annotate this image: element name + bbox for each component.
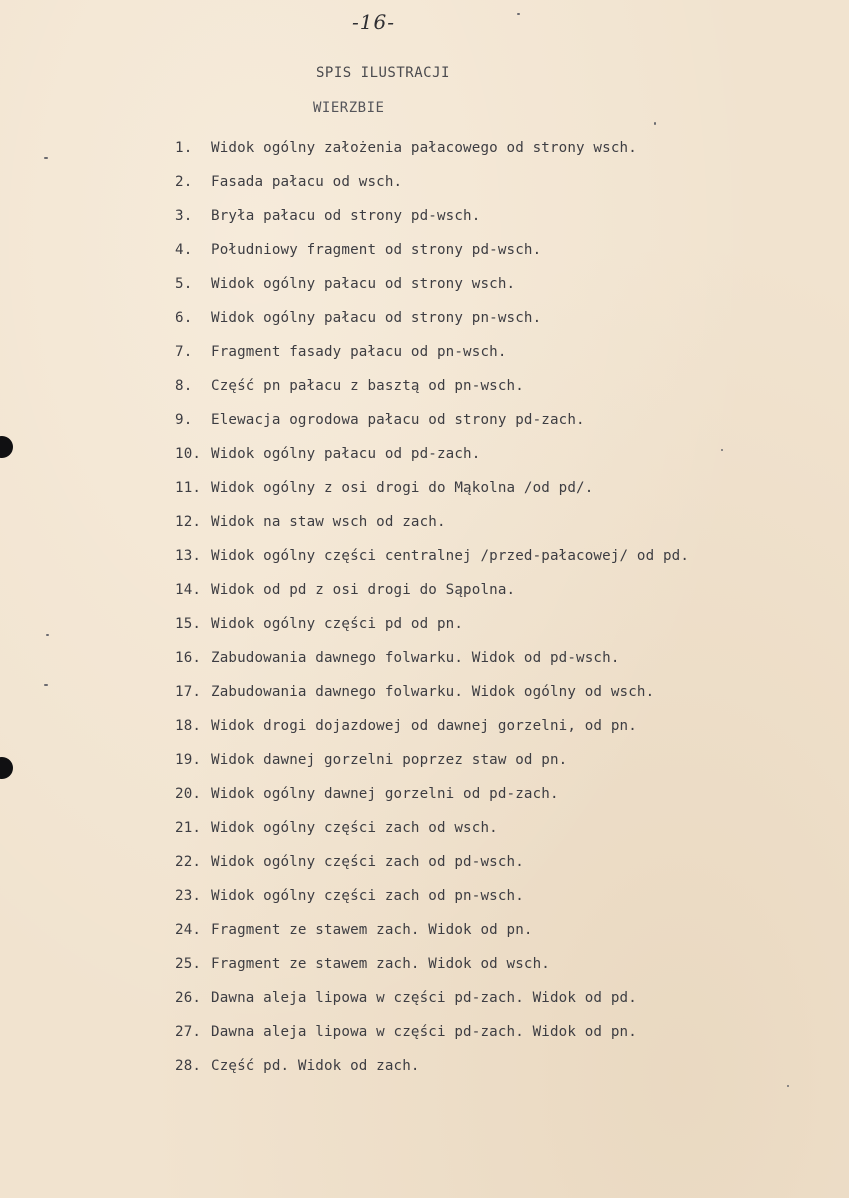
item-number: 3. bbox=[175, 208, 193, 224]
list-item bbox=[175, 240, 825, 274]
item-text: Widok od pd z osi drogi do Sąpolna. bbox=[211, 582, 516, 598]
item-text: Widok ogólny części zach od pd-wsch. bbox=[211, 854, 524, 870]
item-text: Fragment ze stawem zach. Widok od wsch. bbox=[211, 956, 550, 972]
item-number: 9. bbox=[175, 412, 193, 428]
item-text: Fragment fasady pałacu od pn-wsch. bbox=[211, 344, 507, 360]
item-text: Widok ogólny dawnej gorzelni od pd-zach. bbox=[211, 786, 559, 802]
item-text: Południowy fragment od strony pd-wsch. bbox=[211, 242, 542, 258]
item-number: 16. bbox=[175, 650, 202, 666]
item-text: Widok ogólny pałacu od strony pn-wsch. bbox=[211, 310, 542, 326]
item-number: 7. bbox=[175, 344, 193, 360]
item-number: 5. bbox=[175, 276, 193, 292]
item-text: Widok ogólny części zach od pn-wsch. bbox=[211, 888, 524, 904]
list-item bbox=[175, 138, 825, 172]
list-item bbox=[175, 852, 825, 886]
item-number: 13. bbox=[175, 548, 202, 564]
list-item bbox=[175, 818, 825, 852]
item-number: 18. bbox=[175, 718, 202, 734]
list-item bbox=[175, 886, 825, 920]
list-item bbox=[175, 546, 825, 580]
item-number: 27. bbox=[175, 1024, 202, 1040]
item-number: 4. bbox=[175, 242, 193, 258]
list-item bbox=[175, 988, 825, 1022]
item-text: Widok ogólny z osi drogi do Mąkolna /od pd/. bbox=[211, 480, 594, 496]
item-number: 19. bbox=[175, 752, 202, 768]
item-number: 26. bbox=[175, 990, 202, 1006]
paper-speck bbox=[44, 157, 48, 159]
list-item bbox=[175, 784, 825, 818]
list-item bbox=[175, 308, 825, 342]
list-item bbox=[175, 478, 825, 512]
item-number: 6. bbox=[175, 310, 193, 326]
item-text: Widok ogólny części zach od wsch. bbox=[211, 820, 498, 836]
item-text: Widok ogólny założenia pałacowego od strony wsch. bbox=[211, 140, 637, 156]
item-text: Część pn pałacu z basztą od pn-wsch. bbox=[211, 378, 524, 394]
item-number: 23. bbox=[175, 888, 202, 904]
paper-speck bbox=[517, 13, 520, 15]
item-text: Widok ogólny pałacu od strony wsch. bbox=[211, 276, 516, 292]
item-text: Elewacja ogrodowa pałacu od strony pd-zach. bbox=[211, 412, 585, 428]
item-number: 21. bbox=[175, 820, 202, 836]
list-item bbox=[175, 750, 825, 784]
item-text: Widok ogólny pałacu od pd-zach. bbox=[211, 446, 481, 462]
item-number: 10. bbox=[175, 446, 202, 462]
list-item bbox=[175, 342, 825, 376]
document-subtitle: WIERZBIE bbox=[313, 100, 385, 116]
item-number: 14. bbox=[175, 582, 202, 598]
item-text: Widok dawnej gorzelni poprzez staw od pn. bbox=[211, 752, 568, 768]
item-number: 20. bbox=[175, 786, 202, 802]
list-item bbox=[175, 716, 825, 750]
list-item bbox=[175, 172, 825, 206]
item-text: Bryła pałacu od strony pd-wsch. bbox=[211, 208, 481, 224]
list-item bbox=[175, 410, 825, 444]
list-item bbox=[175, 274, 825, 308]
paper-speck bbox=[44, 684, 48, 686]
illustration-list bbox=[175, 138, 825, 1090]
item-number: 8. bbox=[175, 378, 193, 394]
list-item bbox=[175, 920, 825, 954]
item-text: Część pd. Widok od zach. bbox=[211, 1058, 420, 1074]
item-number: 12. bbox=[175, 514, 202, 530]
punch-hole bbox=[0, 436, 13, 458]
item-text: Widok drogi dojazdowej od dawnej gorzelni, od pn. bbox=[211, 718, 637, 734]
list-item bbox=[175, 512, 825, 546]
item-number: 22. bbox=[175, 854, 202, 870]
item-text: Zabudowania dawnego folwarku. Widok ogólny od wsch. bbox=[211, 684, 655, 700]
item-number: 28. bbox=[175, 1058, 202, 1074]
item-number: 25. bbox=[175, 956, 202, 972]
page-number: -16- bbox=[352, 10, 395, 34]
list-item bbox=[175, 206, 825, 240]
item-number: 11. bbox=[175, 480, 202, 496]
list-item bbox=[175, 614, 825, 648]
item-number: 2. bbox=[175, 174, 193, 190]
list-item bbox=[175, 648, 825, 682]
item-text: Fragment ze stawem zach. Widok od pn. bbox=[211, 922, 533, 938]
list-item bbox=[175, 1022, 825, 1056]
item-text: Dawna aleja lipowa w części pd-zach. Widok od pd. bbox=[211, 990, 637, 1006]
list-item bbox=[175, 580, 825, 614]
item-number: 24. bbox=[175, 922, 202, 938]
item-number: 15. bbox=[175, 616, 202, 632]
punch-hole bbox=[0, 757, 13, 779]
item-number: 1. bbox=[175, 140, 193, 156]
item-number: 17. bbox=[175, 684, 202, 700]
list-item bbox=[175, 1056, 825, 1090]
item-text: Widok na staw wsch od zach. bbox=[211, 514, 446, 530]
document-title: SPIS ILUSTRACJI bbox=[316, 65, 450, 81]
paper-speck bbox=[654, 122, 656, 125]
list-item bbox=[175, 376, 825, 410]
item-text: Fasada pałacu od wsch. bbox=[211, 174, 403, 190]
item-text: Widok ogólny części centralnej /przed-pałacowej/ od pd. bbox=[211, 548, 690, 564]
item-text: Widok ogólny części pd od pn. bbox=[211, 616, 464, 632]
list-item bbox=[175, 682, 825, 716]
list-item bbox=[175, 444, 825, 478]
item-text: Dawna aleja lipowa w części pd-zach. Widok od pn. bbox=[211, 1024, 637, 1040]
item-text: Zabudowania dawnego folwarku. Widok od pd-wsch. bbox=[211, 650, 620, 666]
paper-speck bbox=[46, 634, 49, 636]
list-item bbox=[175, 954, 825, 988]
